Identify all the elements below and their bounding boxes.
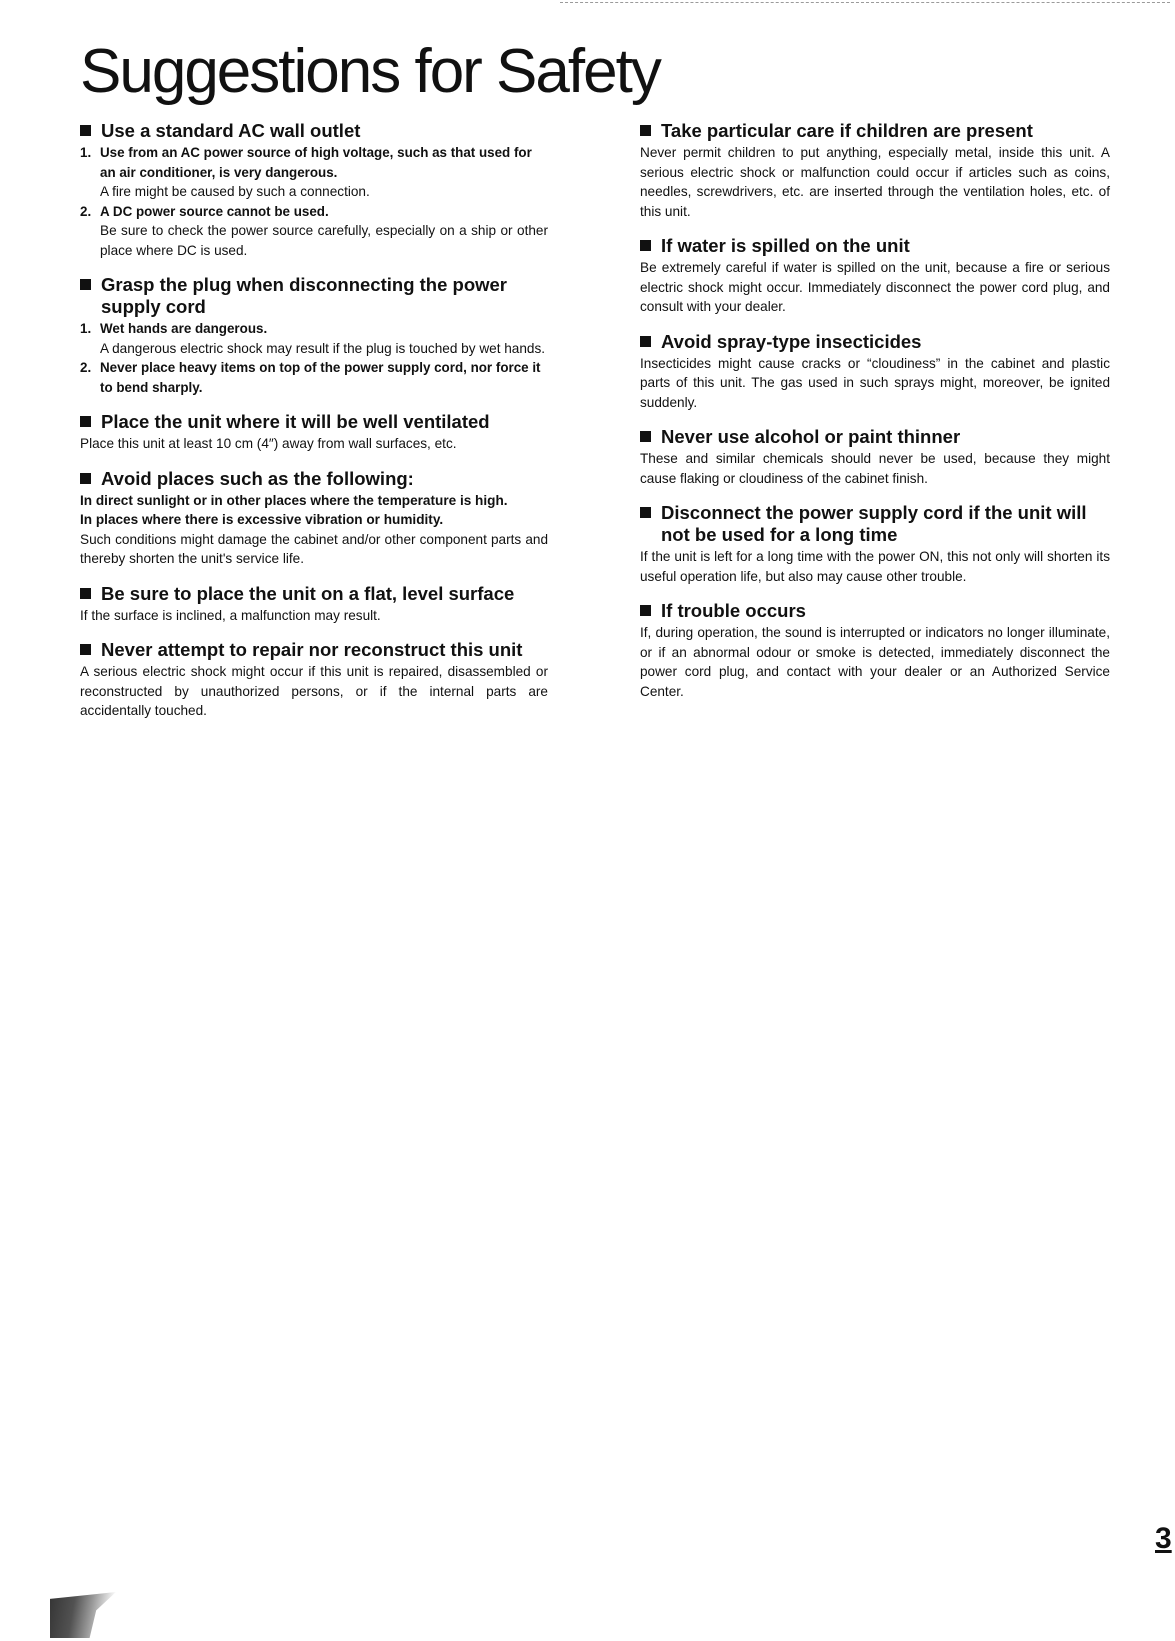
section-text: A serious electric shock might occur if this unit is repaired, disassembled or reconstructed by unauthorized persons, or if the internal parts are accidentally touched. (80, 664, 548, 718)
section-trouble (640, 600, 1110, 701)
section-text: If the surface is inclined, a malfunction may result. (80, 607, 381, 623)
section-heading (640, 120, 1110, 142)
section-text: Such conditions might damage the cabinet and/or other component parts and thereby shorten the unit's service life. (80, 531, 548, 566)
section-heading (80, 120, 548, 142)
section-ac-outlet (80, 120, 548, 260)
item-body: A fire might be caused by such a connection. (100, 184, 370, 199)
heading-text: Never attempt to repair nor reconstruct this unit (101, 639, 523, 660)
square-bullet-icon (640, 240, 651, 251)
warning-line: In places where there is excessive vibration or humidity. (80, 512, 444, 527)
item-number: 2. (80, 203, 92, 219)
item-body: A dangerous electric shock may result if the plug is touched by wet hands. (100, 340, 546, 356)
heading-text: If water is spilled on the unit (661, 235, 910, 256)
page-title: Suggestions for Safety (80, 37, 660, 106)
square-bullet-icon (80, 125, 91, 136)
section-text: Insecticides might cause cracks or “cloudiness” in the cabinet and plastic parts of this unit. The gas used in such sprays might, moreover, be ignited suddenly. (640, 355, 1110, 410)
section-heading (80, 468, 548, 490)
square-bullet-icon (640, 125, 651, 136)
heading-text: Place the unit where it will be well ventilated (101, 411, 490, 432)
square-bullet-icon (640, 431, 651, 442)
section-heading (80, 274, 548, 318)
section-heading (640, 235, 1110, 257)
item-number: 2. (80, 360, 92, 375)
section-disconnect (640, 502, 1110, 586)
item-number: 1. (80, 321, 92, 336)
heading-text: Avoid spray-type insecticides (661, 330, 922, 352)
section-grasp-plug (80, 274, 548, 397)
section-heading (640, 600, 1110, 622)
square-bullet-icon (80, 644, 91, 655)
heading-text: Use a standard AC wall outlet (101, 120, 361, 141)
heading-text: Never use alcohol or paint thinner (661, 426, 961, 447)
square-bullet-icon (80, 279, 91, 290)
section-ventilation (80, 411, 548, 454)
item-title: Use from an AC power source of high voltage, such as that used for an air conditioner, is very dangerous. (100, 145, 532, 180)
section-text: Never permit children to put anything, especially metal, inside this unit. A serious electric shock or malfunction could occur if articles such as coins, needles, screwdrivers, etc. are inserted through the ventilation holes, etc. of this unit. (640, 145, 1110, 219)
square-bullet-icon (80, 473, 91, 484)
item-title: A DC power source cannot be used. (100, 203, 329, 219)
item-title: Wet hands are dangerous. (100, 321, 268, 336)
list-item (80, 202, 548, 261)
section-text: If, during operation, the sound is interrupted or indicators no longer illuminate, or if an abnormal odour or smoke is detected, immediately disconnect the power cord plug, and contact with your dealer or an Authorized Service Center. (640, 625, 1110, 699)
section-children (640, 120, 1110, 221)
section-heading (80, 411, 548, 433)
square-bullet-icon (80, 416, 91, 427)
section-water (640, 235, 1110, 317)
top-dashed-rule (560, 2, 1170, 3)
square-bullet-icon (640, 605, 651, 616)
section-avoid-places (80, 468, 548, 569)
section-text: These and similar chemicals should never be used, because they might cause flaking or cloudiness of the cabinet finish. (640, 451, 1110, 486)
square-bullet-icon (640, 507, 651, 518)
section-text: Place this unit at least 10 cm (4″) away from wall surfaces, etc. (80, 436, 457, 451)
section-heading (80, 639, 548, 661)
heading-text: Take particular care if children are present (661, 120, 1033, 141)
item-body: Be sure to check the power source carefully, especially on a ship or other place where DC is used. (100, 223, 548, 258)
square-bullet-icon (80, 588, 91, 599)
list-item (80, 143, 548, 202)
section-heading (640, 426, 1110, 448)
list-item (80, 319, 548, 358)
heading-text: Disconnect the power supply cord if the unit will not be used for a long time (661, 502, 1087, 545)
heading-text: Be sure to place the unit on a flat, level surface (101, 582, 515, 604)
section-heading (80, 583, 548, 605)
section-heading (640, 331, 1110, 353)
item-title: Never place heavy items on top of the power supply cord, nor force it to bend sharply. (100, 360, 541, 395)
scan-corner-mark (50, 1592, 116, 1638)
section-alcohol (640, 426, 1110, 488)
item-number: 1. (80, 145, 92, 160)
warning-line: In direct sunlight or in other places where the temperature is high. (80, 492, 508, 508)
section-insecticides (640, 331, 1110, 413)
section-repair (80, 639, 548, 721)
section-flat-surface (80, 583, 548, 626)
heading-text: Avoid places such as the following: (101, 467, 414, 489)
heading-text: If trouble occurs (661, 600, 806, 621)
left-column (80, 120, 548, 735)
square-bullet-icon (640, 336, 651, 347)
list-item (80, 358, 548, 397)
section-text: Be extremely careful if water is spilled on the unit, because a fire or serious electric shock might occur. Immediately disconnect the power cord plug, and consult with your dealer. (640, 260, 1110, 314)
heading-text: Grasp the plug when disconnecting the power supply cord (101, 274, 508, 317)
section-text: If the unit is left for a long time with the power ON, this not only will shorten its useful operation life, but also may cause other trouble. (640, 549, 1110, 584)
right-column (640, 120, 1110, 715)
page-number: 3 (1155, 1522, 1172, 1555)
section-heading (640, 502, 1110, 546)
